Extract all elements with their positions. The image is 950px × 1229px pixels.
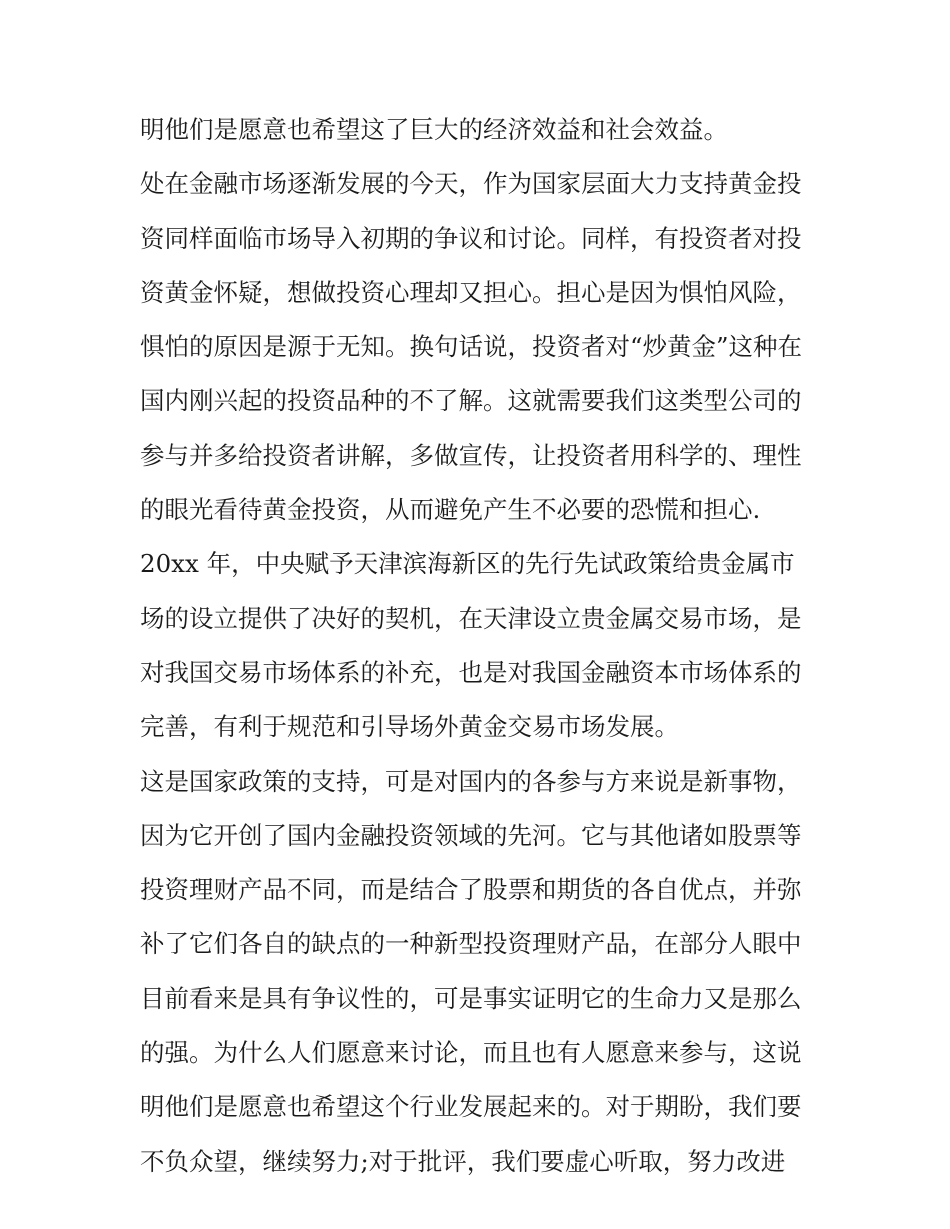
text-line-5: 惧怕的原因是源于无知。换句话说，投资者对“炒黄金”这种在 — [140, 332, 803, 362]
text-line-8: 的眼光看待黄金投资，从而避免产生不必要的恐慌和担心. — [140, 495, 761, 525]
text-line-2: 处在金融市场逐渐发展的今天，作为国家层面大力支持黄金投 — [140, 169, 802, 199]
text-line-16: 补了它们各自的缺点的一种新型投资理财产品，在部分人眼中 — [140, 929, 802, 959]
text-line-14: 因为它开创了国内金融投资领域的先河。它与其他诸如股票等 — [140, 820, 802, 850]
text-line-15: 投资理财产品不同，而是结合了股票和期货的各自优点，并弥 — [140, 875, 802, 905]
text-line-20: 不负众望，继续努力;对于批评，我们要虚心听取，努力改进 — [140, 1146, 786, 1176]
text-line-4: 资黄金怀疑，想做投资心理却又担心。担心是因为惧怕风险， — [140, 277, 802, 307]
body-text — [140, 103, 820, 1189]
text-line-11: 对我国交易市场体系的补充，也是对我国金融资本市场体系的 — [140, 657, 802, 687]
text-line-6: 国内刚兴起的投资品种的不了解。这就需要我们这类型公司的 — [140, 386, 802, 416]
text-line-19: 明他们是愿意也希望这个行业发展起来的。对于期盼，我们要 — [140, 1092, 802, 1122]
text-line-13: 这是国家政策的支持，可是对国内的各参与方来说是新事物， — [140, 766, 802, 796]
text-line-12: 完善，有利于规范和引导场外黄金交易市场发展。 — [140, 712, 679, 742]
text-line-3: 资同样面临市场导入初期的争议和讨论。同样，有投资者对投 — [140, 223, 802, 253]
text-line-9: 20xx 年，中央赋予天津滨海新区的先行先试政策给贵金属市 — [140, 549, 795, 579]
text-line-7: 参与并多给投资者讲解，多做宣传，让投资者用科学的、理性 — [140, 440, 802, 470]
text-line-18: 的强。为什么人们愿意来讨论，而且也有人愿意来参与，这说 — [140, 1038, 802, 1068]
text-line-10: 场的设立提供了决好的契机，在天津设立贵金属交易市场，是 — [140, 603, 802, 633]
text-line-17: 目前看来是具有争议性的，可是事实证明它的生命力又是那么 — [140, 983, 802, 1013]
text-line-1: 明他们是愿意也希望这了巨大的经济效益和社会效益。 — [140, 115, 728, 144]
